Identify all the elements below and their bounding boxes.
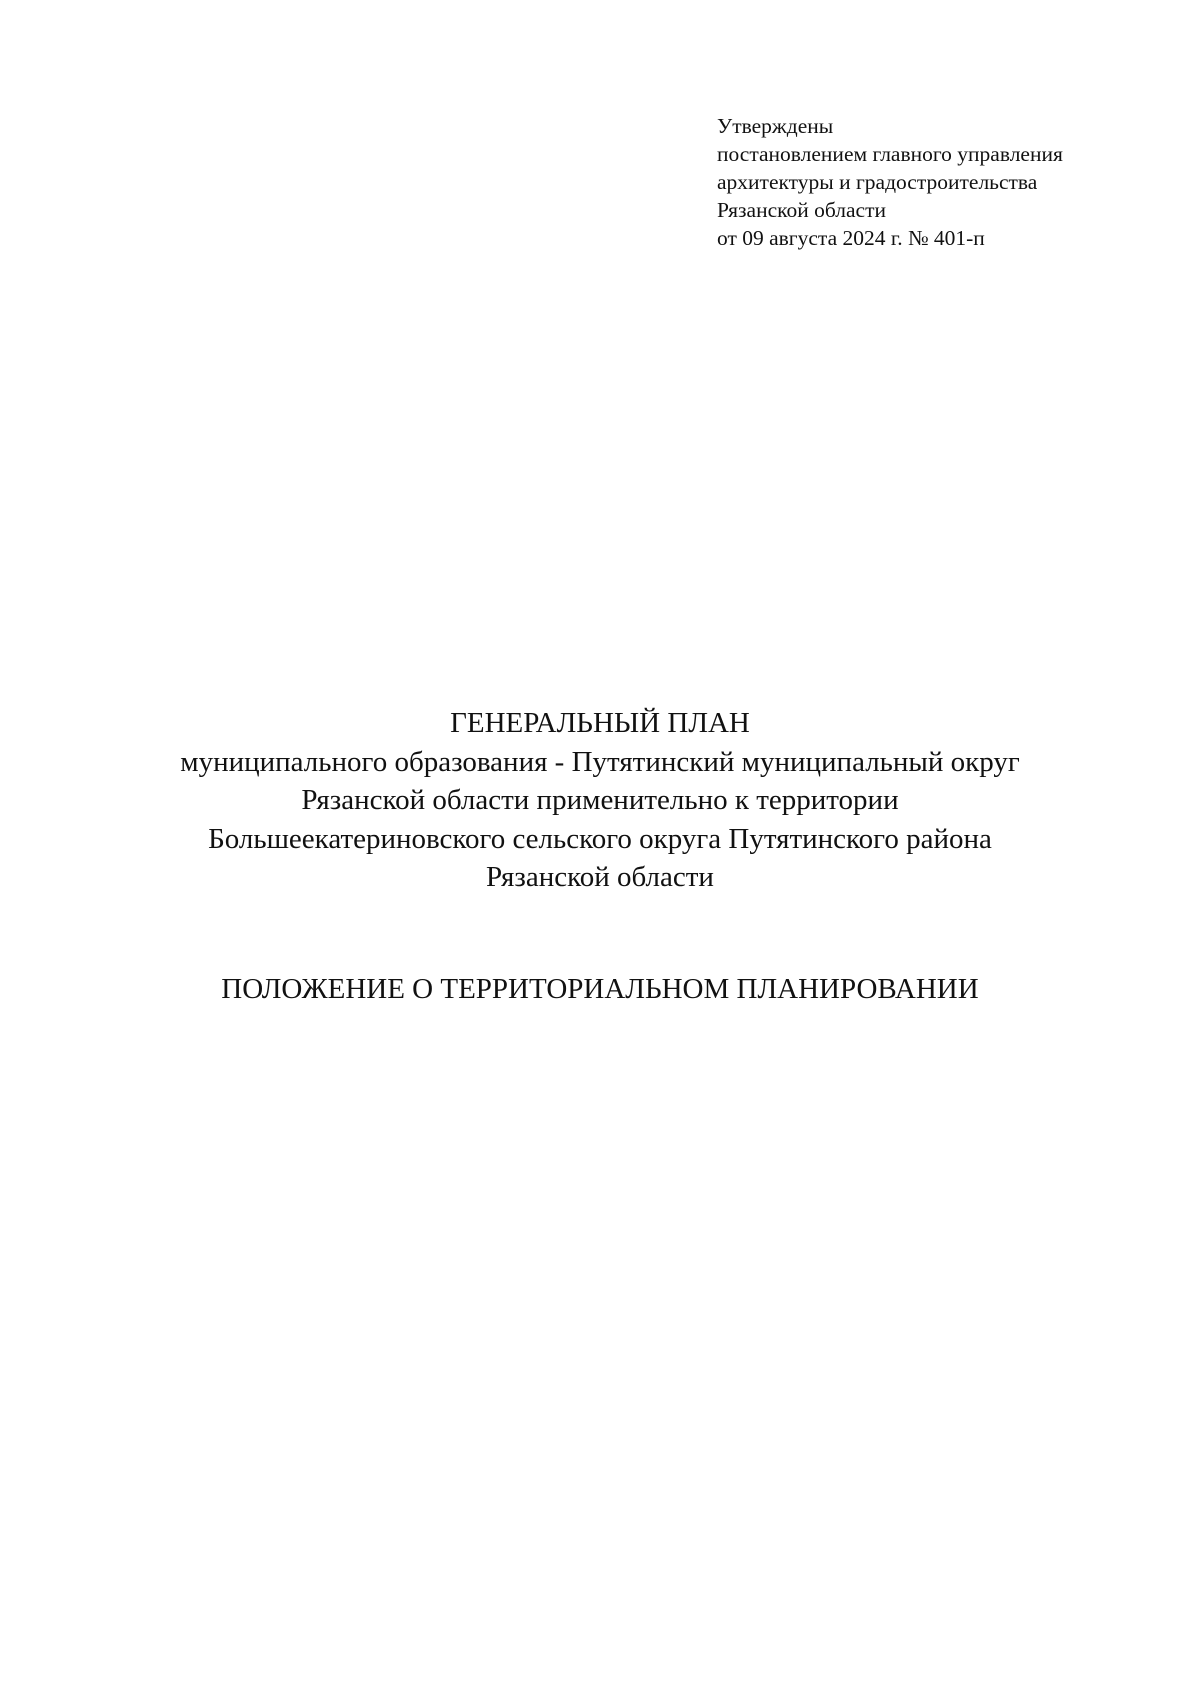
- approval-stamp: [717, 112, 1177, 252]
- approval-date-line: от 09 августа 2024 г. № 401-п: [717, 226, 985, 250]
- approval-line: постановлением главного управления: [717, 142, 1063, 166]
- title-line: Большеекатериновского сельского округа Путятинского района: [208, 822, 992, 855]
- title-line: муниципального образования - Путятинский муниципальный округ: [180, 745, 1020, 778]
- title-line: Рязанской области применительно к территории: [301, 784, 899, 816]
- document-title: [0, 704, 1200, 897]
- approval-line: Утверждены: [717, 114, 834, 138]
- title-line-main: ГЕНЕРАЛЬНЫЙ ПЛАН: [450, 707, 750, 739]
- approval-line: архитектуры и градостроительства: [717, 170, 1038, 194]
- approval-line: Рязанской области: [717, 198, 886, 222]
- title-line: Рязанской области: [486, 861, 714, 893]
- section-title: ПОЛОЖЕНИЕ О ТЕРРИТОРИАЛЬНОМ ПЛАНИРОВАНИИ: [221, 973, 979, 1005]
